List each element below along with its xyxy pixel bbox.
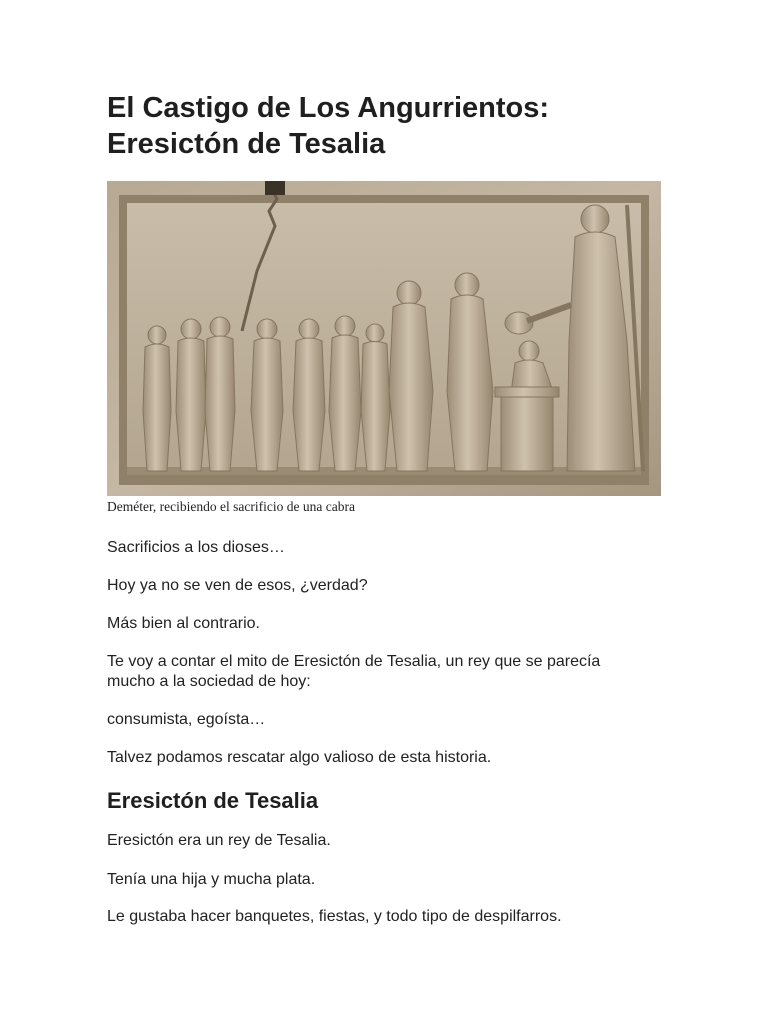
intro-paragraph-1: Sacrificios a los dioses…: [107, 539, 285, 556]
relief-image: [107, 181, 661, 496]
intro-paragraph-3: Más bien al contrario.: [107, 615, 260, 632]
section-paragraph-3: Le gustaba hacer banquetes, fiestas, y todo tipo de despilfarros.: [107, 908, 562, 925]
intro-paragraph-6: Talvez podamos rescatar algo valioso de esta historia.: [107, 749, 492, 766]
article-title: [107, 90, 667, 162]
intro-paragraph-5: consumista, egoísta…: [107, 711, 266, 728]
stone-relief-image: [107, 181, 661, 496]
intro-paragraph-4: Te voy a contar el mito de Eresictón de Tesalia, un rey que se parecía mucho a la sociedad de hoy:: [107, 653, 601, 690]
section-paragraph-2: Tenía una hija y mucha plata.: [107, 871, 316, 888]
figure-caption: Deméter, recibiendo el sacrificio de una cabra: [107, 499, 355, 514]
section-paragraph-1: Eresictón era un rey de Tesalia.: [107, 832, 331, 849]
section-heading: Eresictón de Tesalia: [107, 788, 319, 813]
article-title-line-1: El Castigo de Los Angurrientos:: [107, 92, 550, 124]
article-title-line-2: Eresictón de Tesalia: [107, 128, 386, 160]
intro-paragraph-2: Hoy ya no se ven de esos, ¿verdad?: [107, 577, 368, 594]
